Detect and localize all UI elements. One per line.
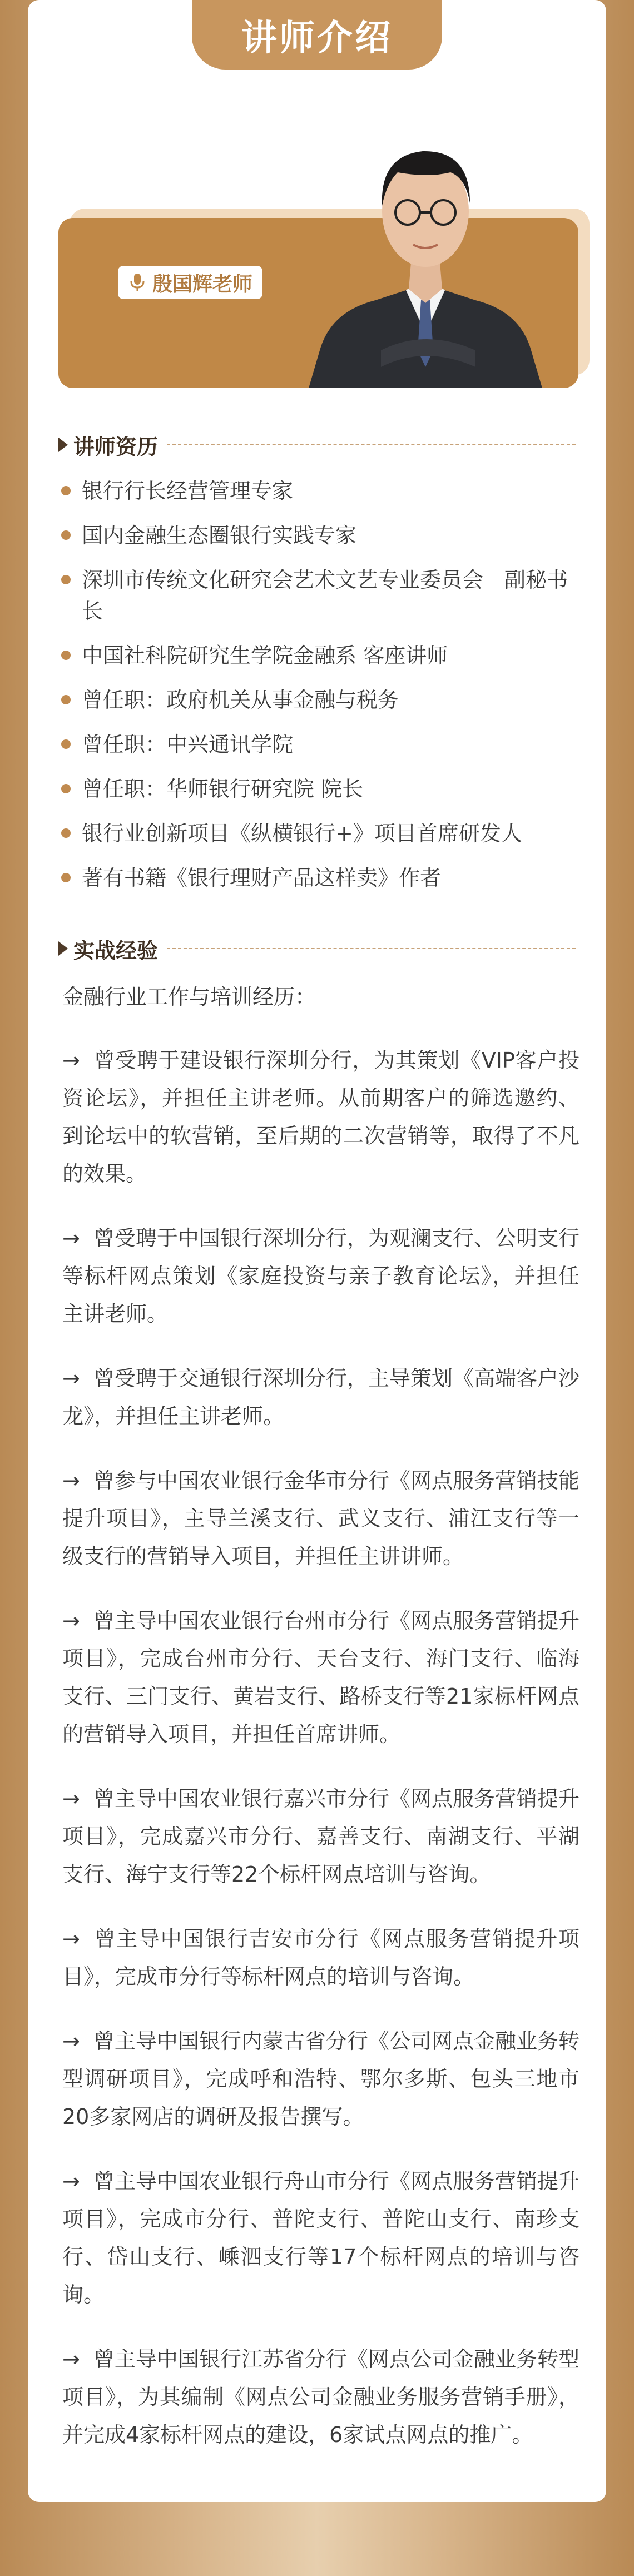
- teacher-name: 殷国辉老师: [152, 272, 253, 296]
- microphone-icon: [129, 273, 146, 292]
- experience-item: → 曾主导中国银行内蒙古省分行《公司网点金融业务转型调研项目》，完成呼和浩特、鄂尔多斯、包头三地市20多家网店的调研及报告撰写。: [62, 2029, 579, 2129]
- experience-item: → 曾参与中国农业银行金华市分行《网点服务营销技能提升项目》，主导兰溪支行、武义支行、浦江支行等一级支行的营销导入项目，并担任主讲讲师。: [62, 1468, 579, 1569]
- credential-item: 国内金融生态圈银行实践专家: [61, 520, 578, 551]
- dashed-divider: [167, 444, 576, 445]
- credential-item: 银行业创新项目《纵横银行+》项目首席研发人: [61, 818, 578, 849]
- credential-item: 曾任职：华师银行研究院 院长: [61, 773, 578, 805]
- experience-body: [62, 981, 579, 2480]
- credential-item: 著有书籍《银行理财产品这样卖》作者: [61, 862, 578, 894]
- credentials-heading: 讲师资历: [58, 433, 576, 457]
- triangle-marker-icon: [58, 438, 68, 452]
- arrow-icon: →: [62, 1468, 80, 1493]
- credential-item: 中国社科院研究生学院金融系 客座讲师: [61, 640, 578, 671]
- experience-item: → 曾主导中国农业银行舟山市分行《网点服务营销提升项目》，完成市分行、普陀支行、普陀山支行、南珍支行、岱山支行、嵊泗支行等17个标杆网点的培训与咨询。: [62, 2169, 579, 2307]
- experience-item: → 曾受聘于交通银行深圳分行，主导策划《高端客户沙龙》，并担任主讲老师。: [62, 1366, 579, 1428]
- credential-item: 银行行长经营管理专家: [61, 475, 578, 507]
- credentials-list: [61, 475, 578, 907]
- arrow-icon: →: [62, 2169, 80, 2193]
- arrow-icon: →: [62, 1226, 80, 1250]
- arrow-icon: →: [62, 1786, 80, 1811]
- experience-item: → 曾受聘于建设银行深圳分行，为其策划《VIP客户投资论坛》，并担任主讲老师。从前期客户的筛选邀约、到论坛中的软营销，至后期的二次营销等，取得了不凡的效果。: [62, 1048, 579, 1186]
- arrow-icon: →: [62, 2347, 80, 2371]
- dashed-divider: [167, 948, 576, 949]
- teacher-name-tag: [118, 266, 262, 299]
- experience-item: → 曾主导中国农业银行台州市分行《网点服务营销提升项目》，完成台州市分行、天台支行、海门支行、临海支行、三门支行、黄岩支行、路桥支行等21家标杆网点的营销导入项目，并担任首席讲师。: [62, 1609, 579, 1746]
- experience-item: → 曾主导中国银行吉安市分行《网点服务营销提升项目》，完成市分行等标杆网点的培训与咨询。: [62, 1927, 579, 1989]
- credential-item: 深圳市传统文化研究会艺术文艺专业委员会 副秘书长: [61, 564, 578, 627]
- arrow-icon: →: [62, 1927, 80, 1951]
- credential-item: 曾任职：中兴通讯学院: [61, 729, 578, 760]
- arrow-icon: →: [62, 1048, 80, 1073]
- experience-item: → 曾受聘于中国银行深圳分行，为观澜支行、公明支行等标杆网点策划《家庭投资与亲子教育论坛》，并担任主讲老师。: [62, 1226, 579, 1326]
- page-title: 讲师介绍: [192, 0, 442, 70]
- triangle-marker-icon: [58, 941, 68, 956]
- teacher-portrait: [309, 89, 542, 388]
- arrow-icon: →: [62, 1366, 80, 1391]
- arrow-icon: →: [62, 2029, 80, 2053]
- credential-item: 曾任职：政府机关从事金融与税务: [61, 684, 578, 716]
- experience-intro: 金融行业工作与培训经历：: [62, 985, 316, 1009]
- experience-item: → 曾主导中国农业银行嘉兴市分行《网点服务营销提升项目》，完成嘉兴市分行、嘉善支行、南湖支行、平湖支行、海宁支行等22个标杆网点培训与咨询。: [62, 1786, 579, 1887]
- arrow-icon: →: [62, 1609, 80, 1633]
- experience-heading: 实战经验: [58, 936, 576, 961]
- experience-item: → 曾主导中国银行江苏省分行《网点公司金融业务转型项目》，为其编制《网点公司金融业务服务营销手册》，并完成4家标杆网点的建设，6家试点网点的推广。: [62, 2347, 579, 2447]
